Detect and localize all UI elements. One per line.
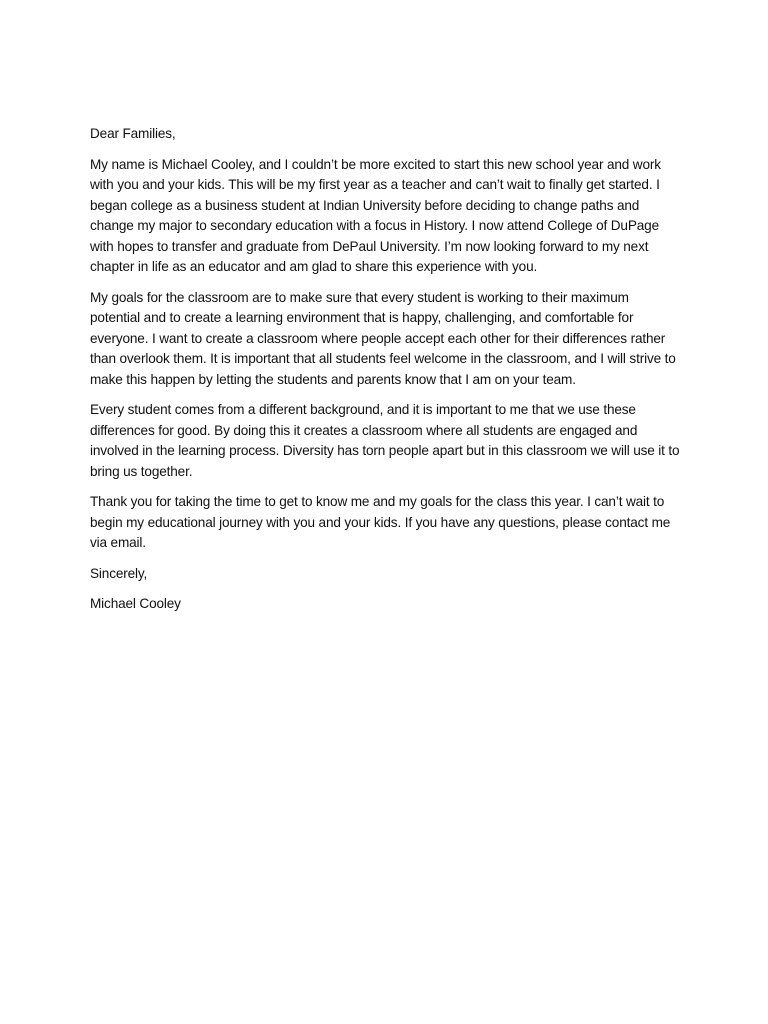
paragraph-goals: My goals for the classroom are to make sure that every student is working to their maximum potential and to create a learning environment that is happy, challenging, and comfortable for everyone. I want to create a classroom where people accept each other for their differences rather than overlook them. It is important that all students feel welcome in the classroom, and I will strive to make this happen by letting the students and parents know that I am on your team. <box>90 289 676 387</box>
paragraph-introduction: My name is Michael Cooley, and I couldn’t be more excited to start this new school year and work with you and your kids. This will be my first year as a teacher and can’t wait to finally get started. I began college as a business student at Indian University before deciding to change paths and change my major to secondary education with a focus in History. I now attend College of DuPage with hopes to transfer and graduate from DePaul University. I’m now looking forward to my next chapter in life as an educator and am glad to share this experience with you. <box>90 156 661 274</box>
paragraph-diversity: Every student comes from a different background, and it is important to me that we use these differences for good. By doing this it creates a classroom where all students are engaged and involved in the learning process. Diversity has torn people apart but in this classroom we will use it to bring us together. <box>90 402 680 479</box>
letter-body <box>90 124 680 615</box>
salutation: Dear Families, <box>90 126 176 141</box>
closing: Sincerely, <box>90 565 148 581</box>
paragraph-thank-you: Thank you for taking the time to get to know me and my goals for the class this year. I can’t wait to begin my educational journey with you and your kids. If you have any questions, please contact me via email. <box>90 494 671 550</box>
signature: Michael Cooley <box>90 596 181 611</box>
